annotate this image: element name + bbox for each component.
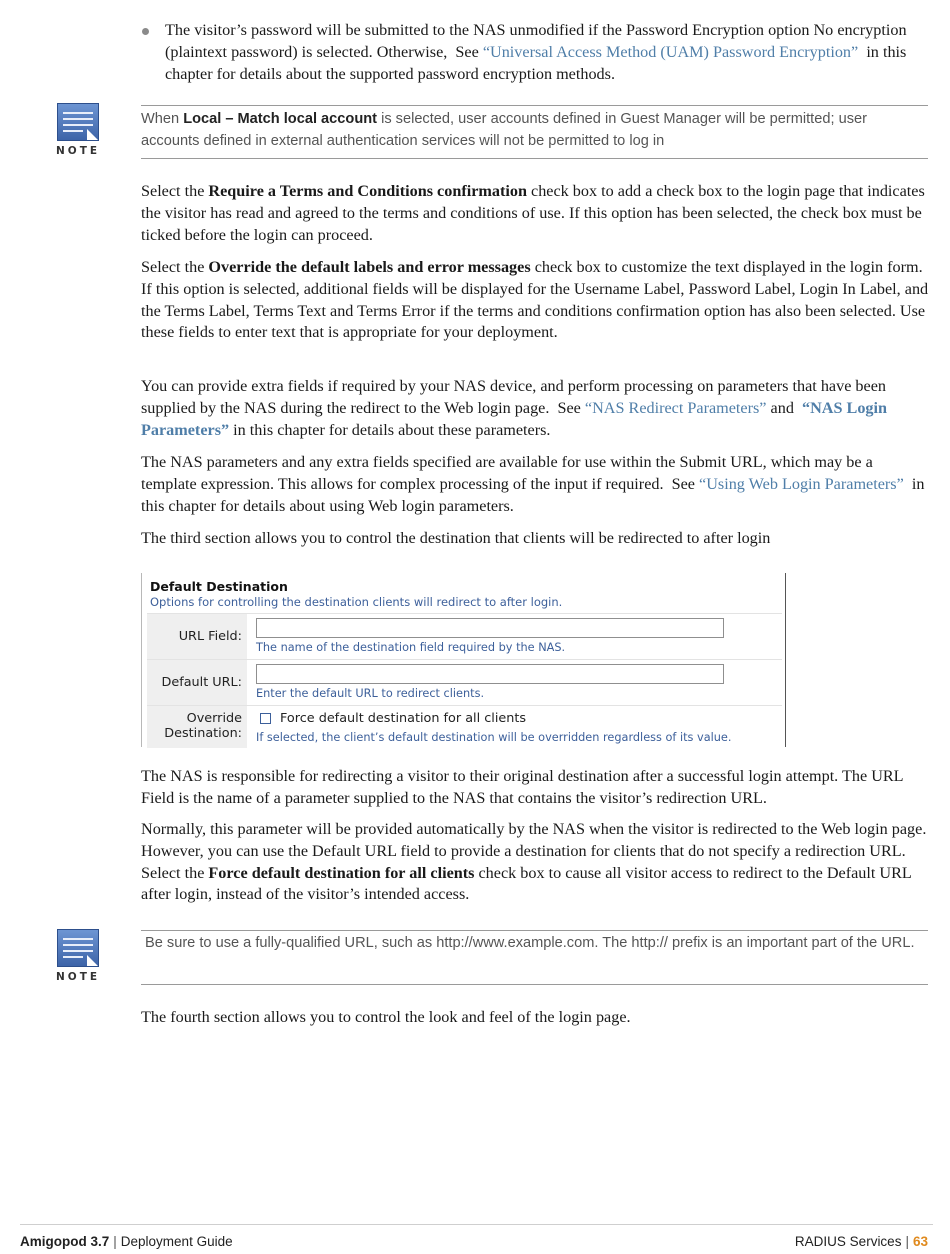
url-field-input[interactable] — [256, 618, 724, 638]
page-number: 63 — [912, 1234, 928, 1249]
override-destination-label — [147, 706, 247, 748]
paragraph-fourth-section: The fourth section allows you to control the look and feel of the login page. — [141, 1008, 631, 1026]
bullet-text-pre: The visitor’s password will be submitted to the NAS unmodified if the Password Encryption option No encryption (plaintext password) is selected. Otherwise, See — [165, 21, 907, 61]
url-field-hint: The name of the destination field required by the NAS. — [256, 641, 566, 654]
form-subtitle: Options for controlling the destination clients will redirect to after login. — [150, 595, 563, 609]
extra-pre: You can provide extra fields if required by your NAS device, and perform processing on parameters that have been supplied by the NAS during the redirect to the Web login page. See — [141, 377, 886, 417]
footer-product: Amigopod 3.7 — [20, 1234, 110, 1249]
note-label: NOTE — [56, 145, 101, 157]
normally-pre: Normally, this parameter will be provided automatically by the NAS when the visitor is redirected to the Web login page. However, you can use the Default URL field to provide a destination for clients that do not specify a redirection URL. Select the — [141, 820, 927, 882]
override-label-line-1: Override — [186, 711, 242, 726]
note1-post: is selected, user accounts defined in Guest Manager will be permitted; user accounts defined in external authentication services will not be permitted to log in — [141, 111, 867, 149]
terms-post: check box to add a check box to the login page that indicates the visitor has read and agreed to the terms and conditions of use. If this option has been selected, the check box must be ticked before the login can proceed. — [141, 182, 925, 244]
default-destination-form — [141, 573, 786, 747]
footer-guide: Deployment Guide — [120, 1234, 233, 1249]
paragraph-nas-responsible: The NAS is responsible for redirecting a visitor to their original destination after a successful login attempt. The URL Field is the name of a parameter supplied to the NAS that contains the visitor’s redirection URL. — [141, 767, 903, 807]
force-default-destination-checkbox[interactable] — [260, 713, 271, 724]
link-nas-login-parameters[interactable]: “NAS Login Parameters” — [141, 398, 888, 439]
url-field-label: URL Field: — [147, 614, 247, 660]
override-post: check box to customize the text displayed in the login form. If this option is selected, additional fields will be displayed for the Username Label, Password Label, Login In Label, and the Terms Label, Terms Text and Terms Error if the terms and conditions confirmation option has also been selected. Use these fields to enter text that is appropriate for your deployment. — [141, 258, 929, 342]
footer-left — [20, 1234, 233, 1249]
terms-bold: Require a Terms and Conditions confirmation — [208, 182, 527, 200]
bullet-dot — [142, 28, 149, 35]
override-pre: Select the — [141, 258, 209, 276]
link-using-web-login-parameters[interactable]: “Using Web Login Parameters” — [699, 474, 904, 493]
paragraph-submit-url — [141, 452, 929, 517]
bullet-text — [165, 20, 931, 85]
bullet-text-post: in this chapter for details about the supported password encryption methods. — [165, 42, 907, 83]
paragraph-normally — [141, 819, 929, 906]
note-fully-qualified-url: Be sure to use a fully-qualified URL, such as http://www.example.com. The http:// prefix is an important part of the URL. — [141, 930, 928, 985]
note-icon-2 — [56, 929, 102, 983]
paragraph-terms-conditions — [141, 181, 929, 246]
extra-mid: and — [766, 398, 803, 417]
note1-pre: When — [141, 111, 184, 127]
note-label-2: NOTE — [56, 971, 101, 983]
default-url-label: Default URL: — [147, 660, 247, 706]
default-url-cell — [256, 660, 782, 706]
form-row-default-url — [147, 659, 782, 706]
footer-separator-left: | — [113, 1234, 117, 1249]
bullet-item — [141, 20, 931, 85]
footer-right — [795, 1234, 928, 1249]
paragraph-override-labels — [141, 257, 929, 344]
normally-post: check box to cause all visitor access to redirect to the Default URL after login, instead of the visitor’s intended access. — [141, 863, 912, 904]
link-nas-redirect-parameters[interactable]: “NAS Redirect Parameters” — [584, 398, 767, 417]
form-row-override-destination — [147, 705, 782, 748]
submit-post: in this chapter for details about using Web login parameters. — [141, 474, 925, 515]
note1-bold: Local – Match local account — [183, 111, 378, 127]
note-document-icon-2 — [57, 929, 99, 967]
form-title: Default Destination — [150, 579, 288, 594]
note-local-account — [141, 105, 928, 159]
override-bold: Override the default labels and error messages — [208, 258, 531, 276]
force-default-destination-label[interactable]: Force default destination for all clients — [280, 711, 527, 726]
note-icon — [56, 103, 102, 157]
form-header — [150, 579, 562, 609]
override-destination-cell — [256, 706, 782, 748]
paragraph-extra-fields — [141, 376, 929, 441]
paragraph-third-section: The third section allows you to control the destination that clients will be redirected to after login — [141, 529, 771, 547]
normally-bold: Force default destination for all clients — [208, 863, 475, 882]
submit-pre: The NAS parameters and any extra fields specified are available for use within the Submit URL, which may be a template expression. This allows for complex processing of the input if required. See — [141, 453, 873, 493]
terms-pre: Select the — [141, 182, 209, 200]
footer-separator-right: | — [905, 1234, 909, 1249]
link-uam-password-encryption[interactable]: “Universal Access Method (UAM) Password Encryption” — [482, 42, 859, 61]
extra-post: in this chapter for details about these parameters. — [229, 420, 551, 439]
url-field-cell — [256, 614, 782, 660]
override-destination-hint: If selected, the client’s default destination will be overridden regardless of its value. — [256, 731, 732, 744]
default-url-input[interactable] — [256, 664, 724, 684]
form-row-url-field — [147, 613, 782, 660]
note-document-icon — [57, 103, 99, 141]
default-url-hint: Enter the default URL to redirect clients. — [256, 687, 485, 700]
override-label-line-2: Destination: — [164, 726, 242, 741]
footer-rule — [20, 1224, 933, 1225]
footer-section: RADIUS Services — [794, 1234, 902, 1249]
